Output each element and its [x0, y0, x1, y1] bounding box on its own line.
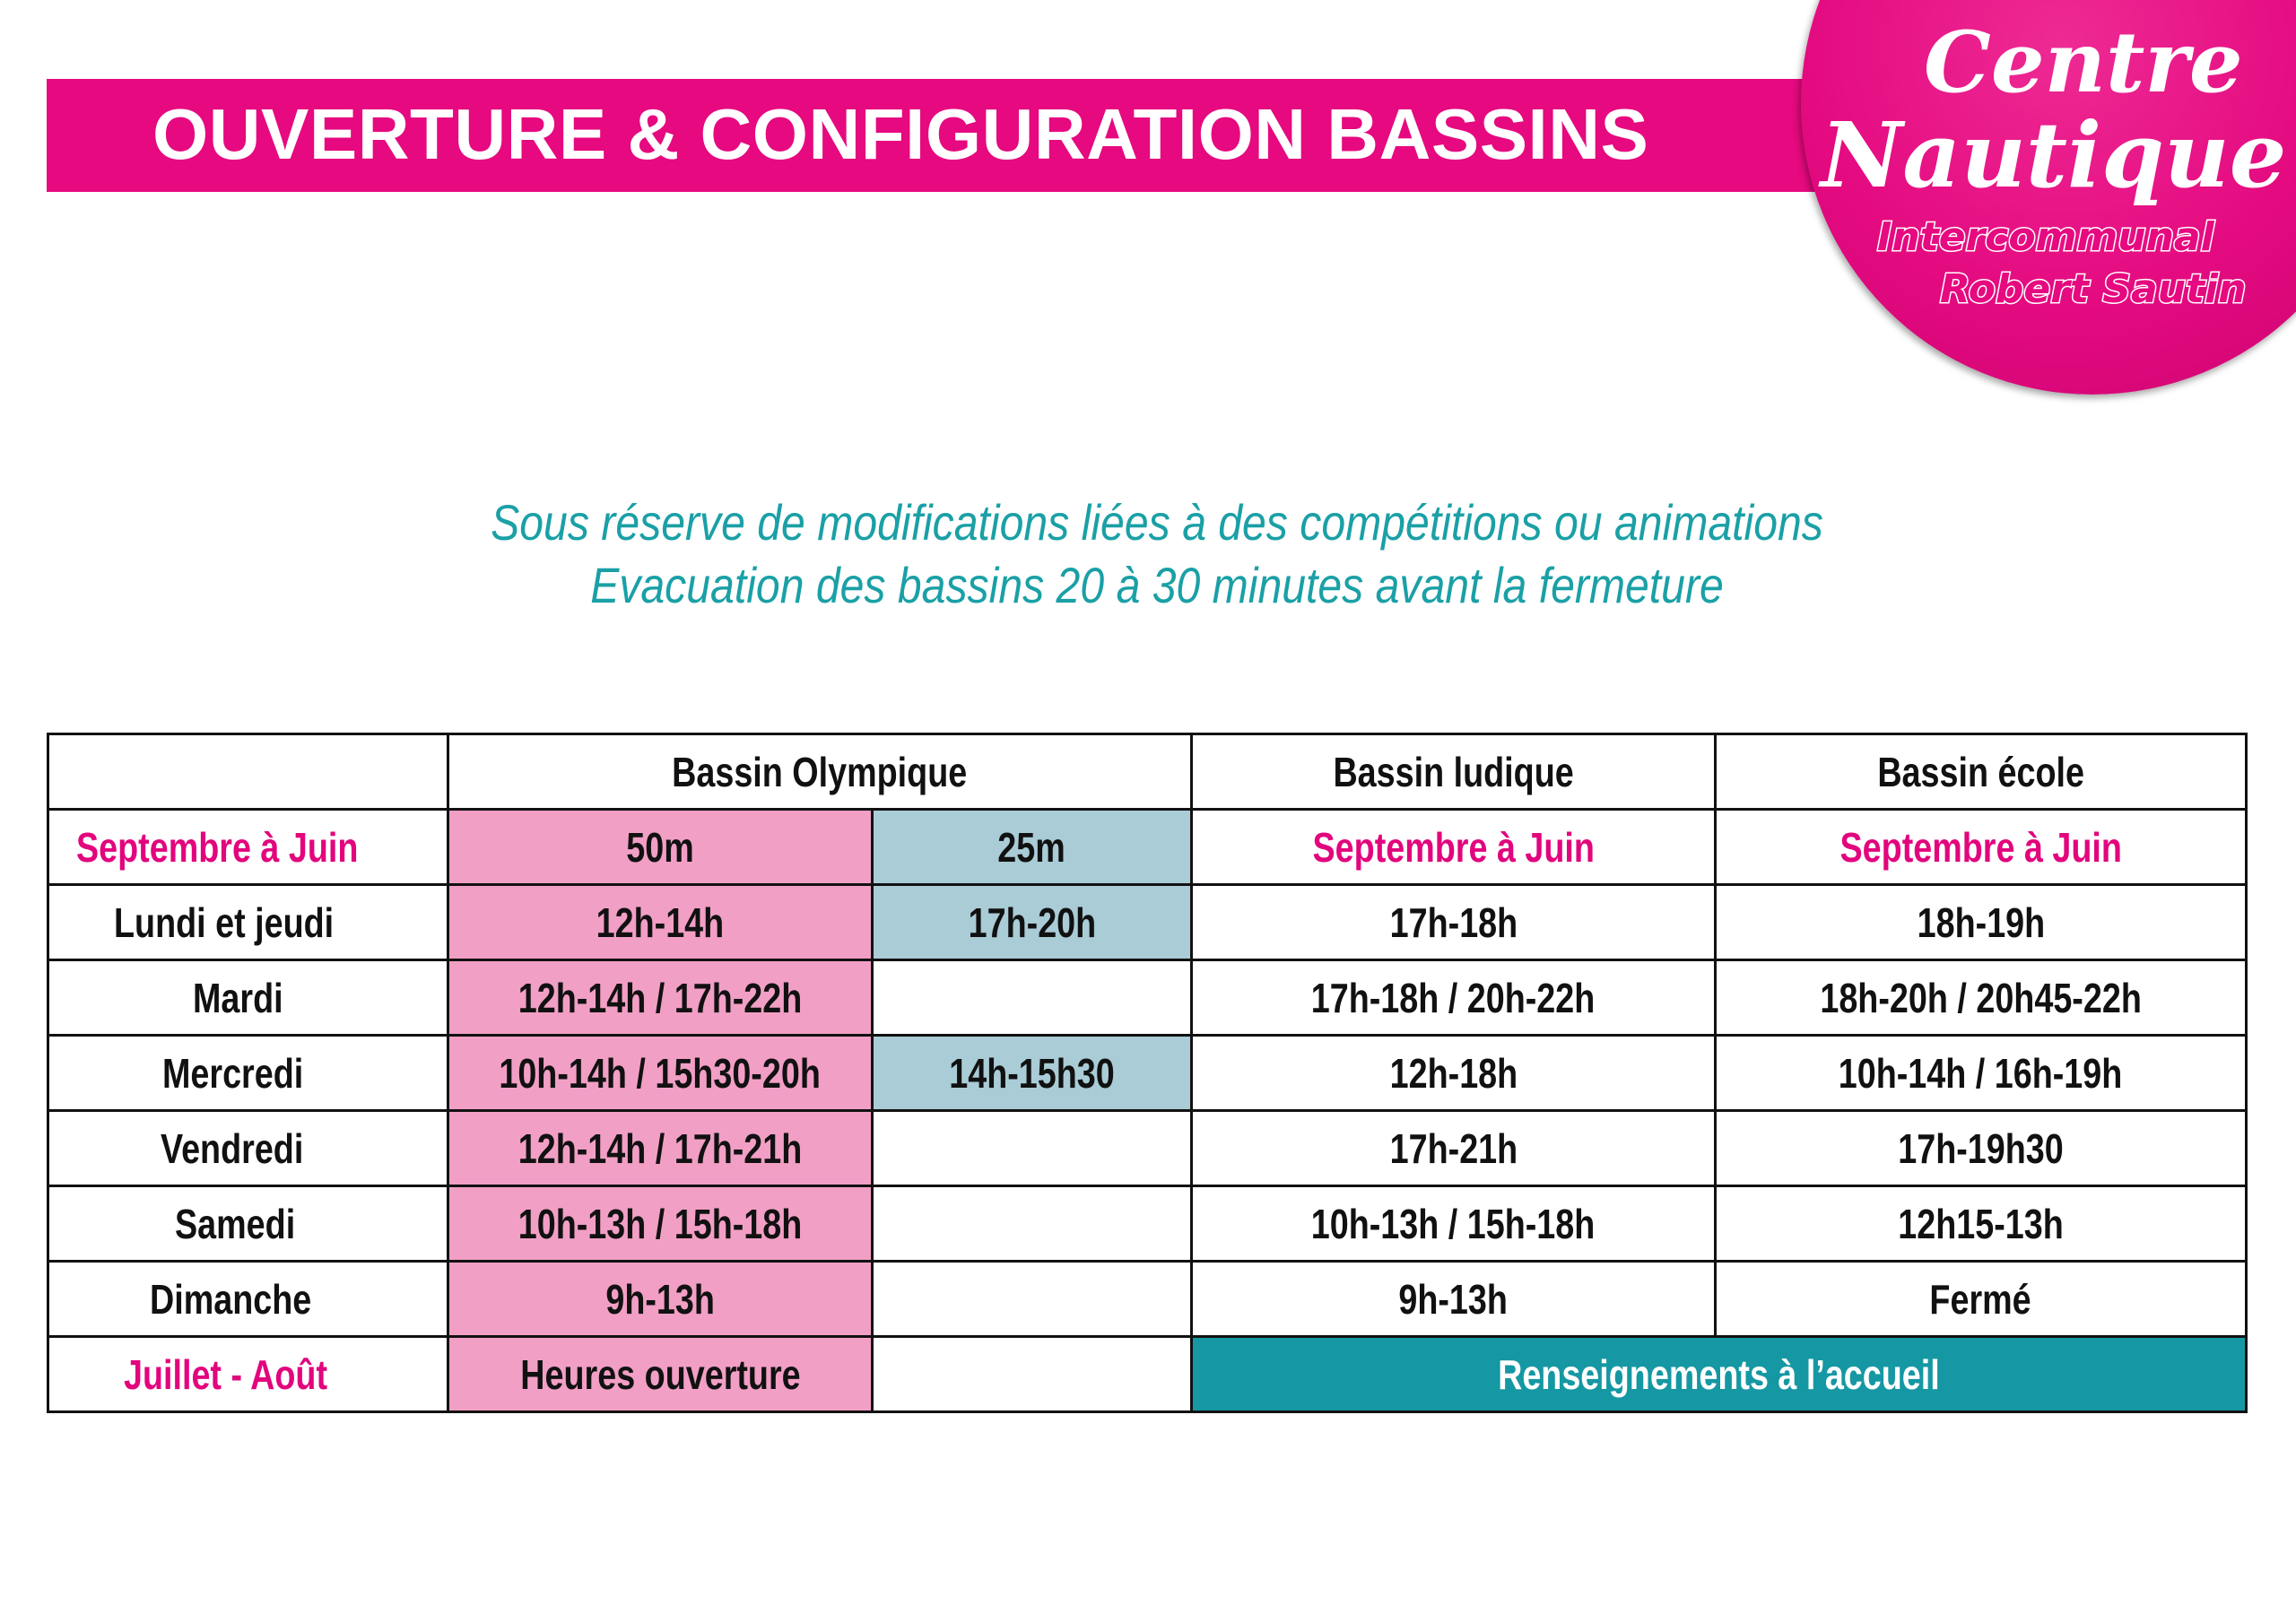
ecole-period-cell	[1716, 810, 2247, 885]
header-row	[48, 734, 2247, 810]
olympique-50m-hours: 10h-14h / 15h30-20h	[499, 1049, 822, 1097]
olympique-25m-cell	[873, 960, 1192, 1036]
ludique-cell	[1192, 1036, 1716, 1111]
olympique-50m-hours: 12h-14h / 17h-22h	[517, 974, 803, 1021]
header-empty-cell	[48, 734, 448, 810]
ecole-cell	[1716, 1186, 2247, 1262]
ludique-cell	[1192, 1186, 1716, 1262]
table-row	[48, 960, 2247, 1036]
header-ecole-label: Bassin école	[1877, 748, 2084, 795]
table-row	[48, 1111, 2247, 1186]
ludique-cell	[1192, 885, 1716, 960]
ludique-hours: 9h-13h	[1398, 1275, 1509, 1323]
olympique-25m-hours: 17h-20h	[968, 898, 1096, 946]
period-row	[48, 810, 2247, 885]
ludique-cell	[1192, 1111, 1716, 1186]
ecole-hours: 18h-19h	[1917, 898, 2045, 946]
ecole-cell	[1716, 1111, 2247, 1186]
summer-info-cell	[1192, 1337, 2247, 1412]
day-cell	[48, 1111, 448, 1186]
pool-schedule-table	[47, 733, 2248, 1413]
olympique-50m-cell	[448, 885, 873, 960]
evacuation-note: Evacuation des bassins 20 à 30 minutes avant la fermeture	[590, 557, 1724, 613]
day-label: Lundi et jeudi	[114, 898, 335, 946]
olympique-50m-cell	[448, 960, 873, 1036]
day-cell	[48, 885, 448, 960]
olympique-50m-cell	[448, 1262, 873, 1337]
ludique-cell	[1192, 1262, 1716, 1337]
summer-row	[48, 1337, 2247, 1412]
ecole-period-label: Septembre à Juin	[1839, 823, 2122, 871]
ecole-hours: 17h-19h30	[1898, 1124, 2064, 1172]
ludique-hours: 10h-13h / 15h-18h	[1311, 1200, 1596, 1247]
ecole-hours: 10h-14h / 16h-19h	[1839, 1049, 2123, 1097]
header-bassin-ecole	[1716, 734, 2247, 810]
olympique-50m-cell	[448, 1111, 873, 1186]
ecole-hours: Fermé	[1929, 1275, 2032, 1323]
ludique-hours: 17h-18h	[1389, 898, 1518, 946]
ludique-period-label: Septembre à Juin	[1312, 823, 1595, 871]
olympique-25m-cell	[873, 1111, 1192, 1186]
table-row	[48, 1186, 2247, 1262]
ludique-hours: 17h-18h / 20h-22h	[1311, 974, 1596, 1021]
olympique-50m-header	[448, 810, 873, 885]
olympique-25m-cell	[873, 1036, 1192, 1111]
logo-line-robert-sautin: Robert Sautin	[1940, 266, 2247, 312]
olympique-25m-cell	[873, 1262, 1192, 1337]
day-cell	[48, 1036, 448, 1111]
olympique-25m-hours: 14h-15h30	[949, 1049, 1115, 1097]
summer-label: Juillet - Août	[124, 1350, 328, 1398]
day-label: Dimanche	[149, 1275, 311, 1323]
ecole-hours: 12h15-13h	[1898, 1200, 2064, 1247]
table-row	[48, 885, 2247, 960]
olympique-50m-cell	[448, 1186, 873, 1262]
header-olympique-label: Bassin Olympique	[672, 748, 968, 795]
ecole-cell	[1716, 885, 2247, 960]
ecole-hours: 18h-20h / 20h45-22h	[1820, 974, 2142, 1021]
page-title: OUVERTURE & CONFIGURATION BASSINS	[152, 94, 1649, 174]
olympique-25m-cell	[873, 885, 1192, 960]
summer-olympique-25m-cell	[873, 1337, 1192, 1412]
ludique-cell	[1192, 960, 1716, 1036]
ludique-hours: 17h-21h	[1389, 1124, 1518, 1172]
olympique-50m-cell	[448, 1036, 873, 1111]
header-bassin-ludique	[1192, 734, 1716, 810]
ludique-hours: 12h-18h	[1389, 1049, 1518, 1097]
olympique-50m-hours: 12h-14h	[596, 898, 725, 946]
day-label: Samedi	[174, 1200, 295, 1247]
olympique-25m-cell	[873, 1186, 1192, 1262]
header-ludique-label: Bassin ludique	[1333, 748, 1574, 795]
logo-line-centre: Centre	[1924, 13, 2243, 112]
day-cell	[48, 1186, 448, 1262]
day-label: Mardi	[193, 974, 283, 1021]
ludique-period-cell	[1192, 810, 1716, 885]
ecole-cell	[1716, 1036, 2247, 1111]
olympique-50m-hours: 10h-13h / 15h-18h	[517, 1200, 803, 1247]
header-bassin-olympique	[448, 734, 1192, 810]
day-cell	[48, 960, 448, 1036]
day-label: Vendredi	[161, 1124, 304, 1172]
olympique-50m-hours: 12h-14h / 17h-21h	[517, 1124, 803, 1172]
day-cell	[48, 1262, 448, 1337]
logo-line-nautique: Nautique	[1821, 102, 2287, 208]
day-label: Mercredi	[161, 1049, 303, 1097]
table-row	[48, 1036, 2247, 1111]
summer-olympique-50m-text: Heures ouverture	[519, 1350, 801, 1398]
olympique-25m-header	[873, 810, 1192, 885]
olympique-50m-label: 50m	[626, 823, 694, 871]
olympique-25m-label: 25m	[997, 823, 1066, 871]
olympique-50m-hours: 9h-13h	[605, 1275, 715, 1323]
logo-line-intercommunal: Intercommunal	[1877, 214, 2214, 260]
reserve-note: Sous réserve de modifications liées à des compétitions ou animations	[491, 494, 1823, 551]
summer-olympique-50m-cell	[448, 1337, 873, 1412]
table-row	[48, 1262, 2247, 1337]
ecole-cell	[1716, 1262, 2247, 1337]
ecole-cell	[1716, 960, 2247, 1036]
summer-info-text: Renseignements à l’accueil	[1498, 1350, 1940, 1398]
period-label-cell	[48, 810, 448, 885]
summer-label-cell	[48, 1337, 448, 1412]
period-label: Septembre à Juin	[75, 823, 359, 871]
